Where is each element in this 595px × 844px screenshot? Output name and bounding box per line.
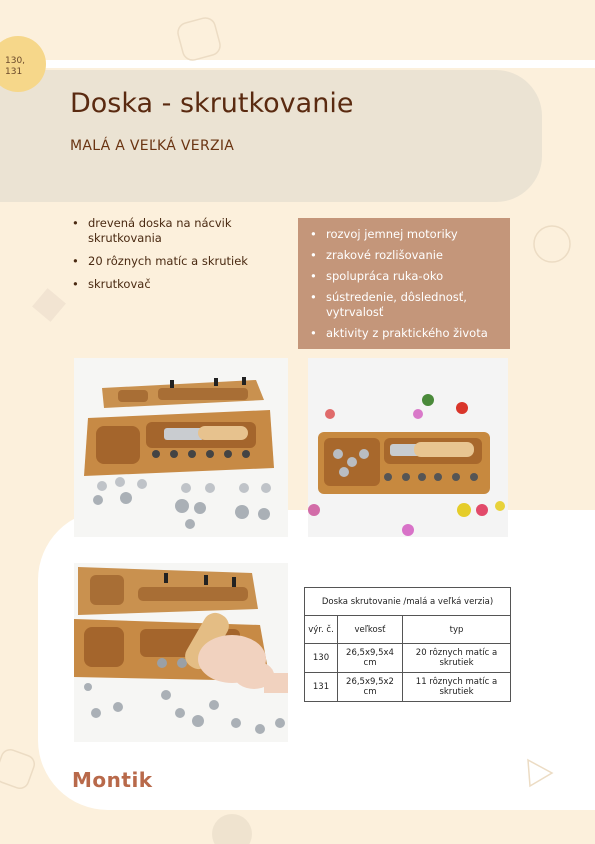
table-cell: 130 bbox=[305, 644, 338, 673]
benefits-box bbox=[298, 218, 510, 349]
product-photo-hand-screwdriver bbox=[74, 563, 288, 742]
list-item: • rozvoj jemnej motoriky bbox=[308, 227, 500, 242]
table-header-cell: výr. č. bbox=[305, 616, 338, 644]
table-cell: 11 rôznych matíc a skrutiek bbox=[403, 673, 511, 702]
product-photo-board-pompoms bbox=[308, 358, 508, 537]
list-item: • sústredenie, dôslednosť, vytrvalosť bbox=[308, 290, 500, 320]
table-header-cell: veľkosť bbox=[338, 616, 403, 644]
table-cell: 131 bbox=[305, 673, 338, 702]
list-item: • zrakové rozlišovanie bbox=[308, 248, 500, 263]
product-contents-list bbox=[70, 216, 260, 300]
table-caption: Doska skrutovanie /malá a veľká verzia) bbox=[305, 588, 511, 616]
table-header-cell: typ bbox=[403, 616, 511, 644]
list-item: • spolupráca ruka-oko bbox=[308, 269, 500, 284]
table-cell: 26,5x9,5x4 cm bbox=[338, 644, 403, 673]
table-row bbox=[305, 673, 511, 702]
table-cell: 20 rôznych matíc a skrutiek bbox=[403, 644, 511, 673]
table-cell: 26,5x9,5x2 cm bbox=[338, 673, 403, 702]
circle-deco-icon bbox=[210, 812, 254, 844]
triangle-deco-icon bbox=[522, 756, 556, 790]
list-item: • drevená doska na nácvik skrutkovania bbox=[70, 216, 260, 246]
diamond-deco-icon bbox=[24, 280, 74, 330]
rounded-square-deco-icon bbox=[0, 740, 44, 800]
list-item: • aktivity z praktického života bbox=[308, 326, 500, 341]
table-row bbox=[305, 644, 511, 673]
top-white-band bbox=[0, 60, 595, 68]
page-number: 130, 131 bbox=[5, 56, 26, 77]
brand-logo: Montik bbox=[72, 768, 153, 792]
list-item: • 20 rôznych matíc a skrutiek bbox=[70, 254, 260, 269]
page-subtitle: MALÁ A VEĽKÁ VERZIA bbox=[70, 138, 235, 154]
list-item: • skrutkovač bbox=[70, 277, 260, 292]
circle-deco-icon bbox=[530, 222, 574, 266]
product-table bbox=[304, 587, 511, 702]
rounded-square-deco-icon bbox=[170, 10, 230, 70]
product-photo-open-box bbox=[74, 358, 288, 537]
page-title: Doska - skrutkovanie bbox=[70, 88, 354, 119]
